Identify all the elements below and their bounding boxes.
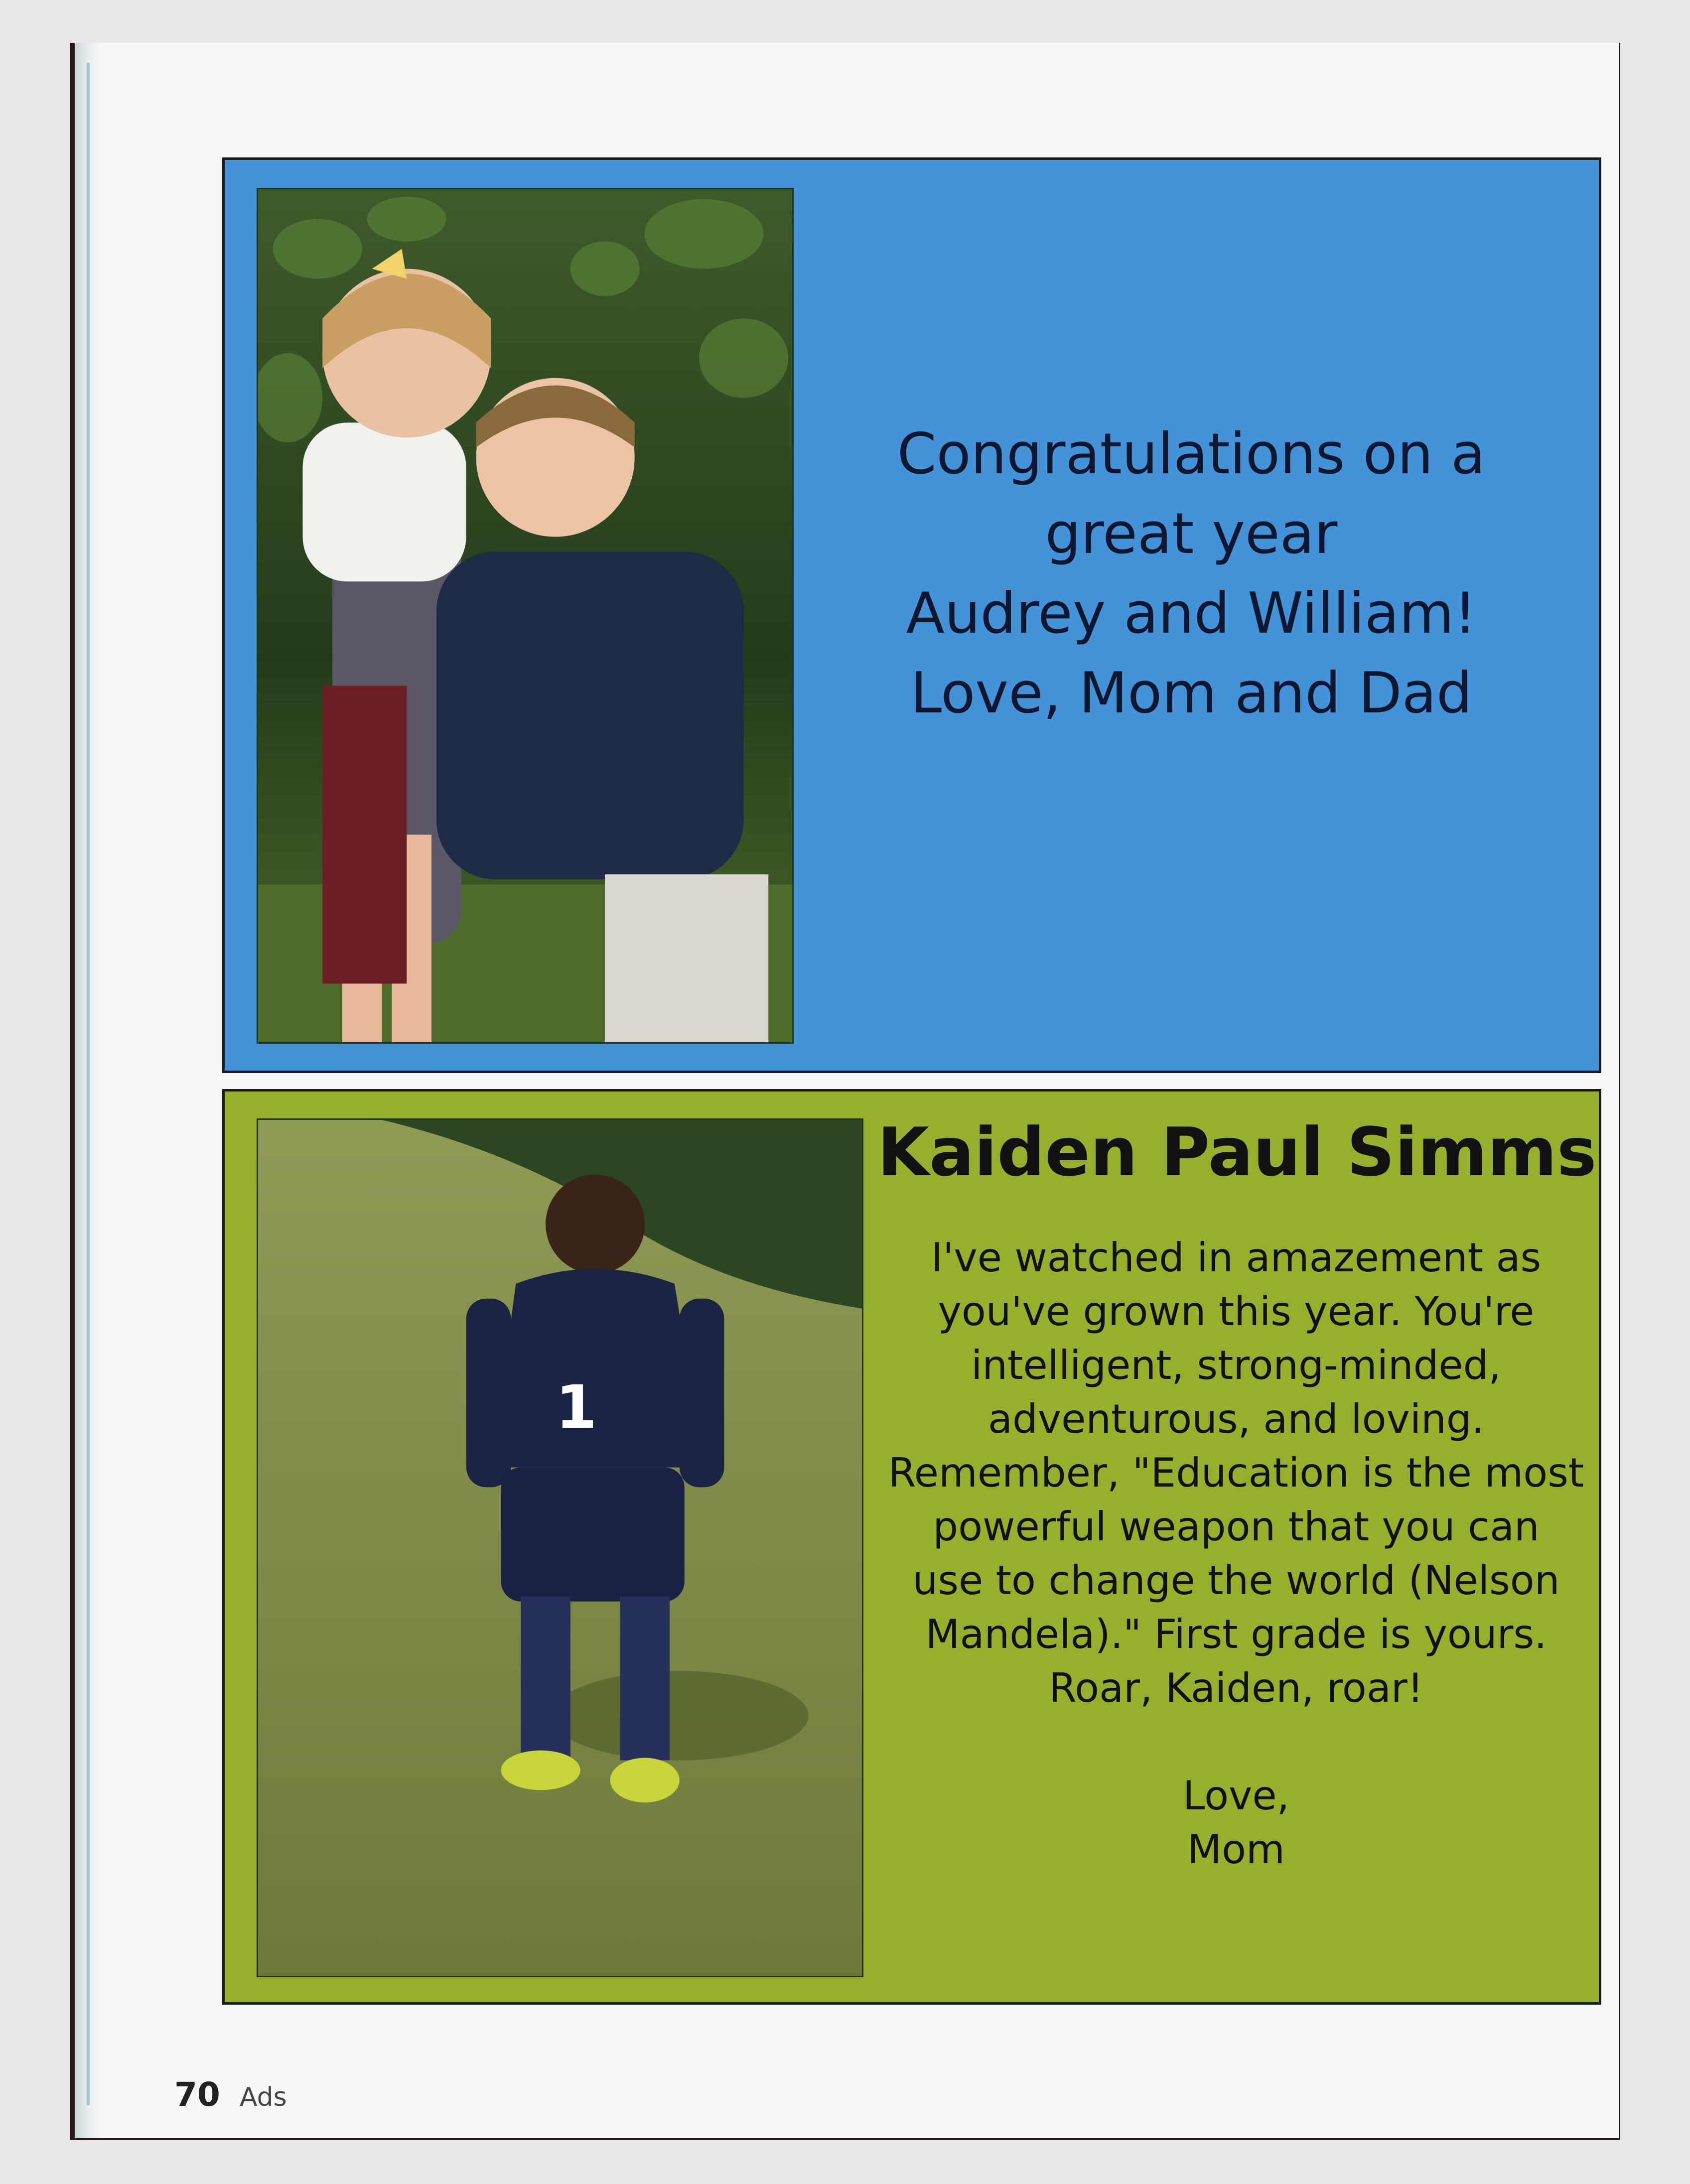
- page-number: 70: [174, 2075, 220, 2114]
- message-line: use to change the world (Nelson: [912, 1557, 1560, 1604]
- message-line: Congratulations on a: [897, 421, 1486, 487]
- message-line: powerful weapon that you can: [933, 1503, 1540, 1550]
- section-label: Ads: [239, 2082, 287, 2112]
- page-footer: [174, 2075, 287, 2114]
- message-line: adventurous, and loving.: [987, 1396, 1485, 1442]
- congratulations-message: [823, 414, 1560, 733]
- svg-text:1: 1: [556, 1372, 597, 1442]
- signature-line: Love,: [1182, 1773, 1290, 1819]
- children-hug-photo: [257, 188, 794, 1044]
- message-line: Love, Mom and Dad: [910, 660, 1472, 726]
- message-line: you've grown this year. You're: [938, 1288, 1535, 1335]
- message-line: intelligent, strong-minded,: [971, 1342, 1501, 1388]
- soccer-boy-photo: [257, 1118, 863, 1977]
- ad-title: Kaiden Paul Simms: [877, 1113, 1597, 1191]
- yearbook-page: [75, 43, 1619, 2138]
- message-line: I've watched in amazement as: [931, 1234, 1542, 1281]
- message-line: great year: [1045, 501, 1338, 566]
- message-line: Mandela)." First grade is yours.: [925, 1611, 1547, 1657]
- ad-kaiden: [222, 1089, 1601, 2005]
- signature-line: Mom: [1187, 1826, 1285, 1873]
- kaiden-message: [872, 1231, 1600, 1877]
- message-line: Audrey and William!: [906, 580, 1477, 646]
- message-line: Roar, Kaiden, roar!: [1049, 1665, 1423, 1711]
- ad-audrey-william: [222, 157, 1601, 1073]
- gutter-line: [87, 63, 90, 2105]
- message-line: Remember, "Education is the most: [888, 1450, 1584, 1496]
